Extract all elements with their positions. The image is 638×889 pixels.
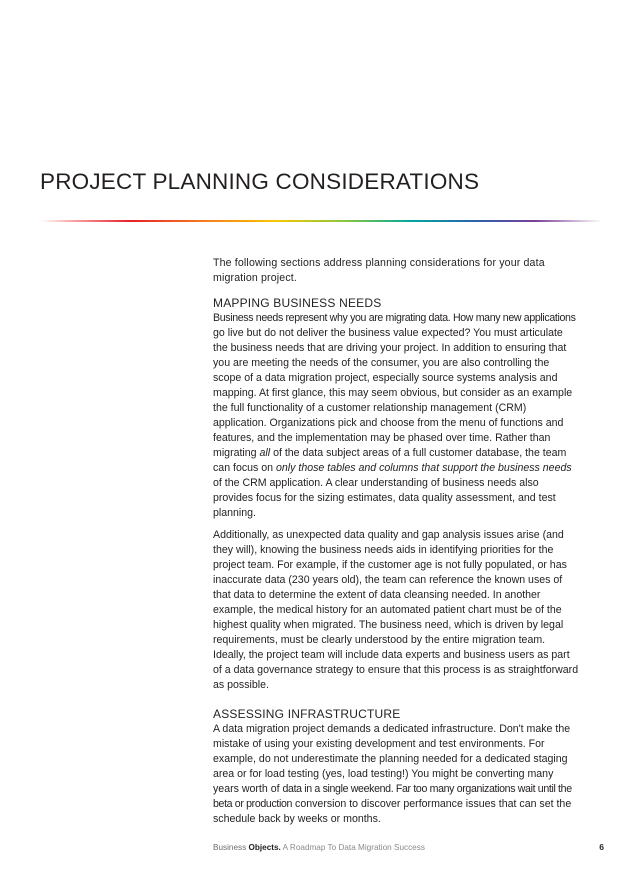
mapping-paragraph-1-part-c: of the CRM application. A clear understanding of business needs also provides focus for the sizing estimates, data quality assessment, and test planning. [213,477,556,519]
mapping-paragraph-1-part-b: of the data subject areas of a full customer database, the team can focus on [213,447,567,474]
emphasis-all: all [259,447,271,459]
rainbow-divider [40,220,602,222]
section-heading-mapping-business-needs: MAPPING BUSINESS NEEDS [213,296,382,310]
mapping-paragraph-1 [213,311,579,521]
footer-tagline: A Roadmap To Data Migration Success [280,843,425,852]
emphasis-tables-columns: only those tables and columns that support the business needs [276,462,572,474]
mapping-paragraph-2: Additionally, as unexpected data quality and gap analysis issues arise (and they will), knowing the business needs aids in identifying priorities for the project team. For example, if the customer age is not fully populated, or has inaccurate data (230 years old), the team can reference the known uses of that data to determine the extent of data cleansing needed. In another example, the medical history for an automated patient chart must be of the highest quality when migrated. The business need, which is driven by legal requirements, must be clearly understood by the entire migration team. Ideally, the project team will include data experts and business users as part of a data governance strategy to ensure that this process is as straightforward as possible. [213,529,579,691]
infrastructure-paragraph-part-b: conversion to discover performance issues that can set the schedule back by weeks or months. [213,798,572,825]
footer-brand-objects: Objects. [248,843,281,852]
mapping-paragraph-1-part-a: go live but do not deliver the business value expected? You must articulate the business needs that are driving your project. In addition to ensuring that you are meeting the needs of the consumer, you are also controlling the scope of a data migration project, especially source systems analysis and mapping. At first glance, this may seem obvious, but consider as an example the full functionality of a customer relationship management (CRM) application. Organizations pick and choose from the menu of functions and features, and the implementation may be phased over time. Rather than migrating [213,327,573,459]
footer [213,843,425,852]
section-heading-assessing-infrastructure: ASSESSING INFRASTRUCTURE [213,707,401,721]
main-content [213,256,579,834]
mapping-paragraph-1-lead: Business needs represent why you are migrating data. How many new applications [213,312,576,324]
page-number: 6 [599,842,604,852]
infrastructure-paragraph [213,722,579,827]
infrastructure-paragraph-tight: data in a single weekend. Far too many organizations wait until the beta or production [213,783,572,810]
page-title: PROJECT PLANNING CONSIDERATIONS [40,169,480,194]
intro-paragraph: The following sections address planning considerations for your data migration project. [213,257,545,284]
infrastructure-paragraph-part-a: A data migration project demands a dedicated infrastructure. Don't make the mistake of using your existing development and test environments. For example, do not underestimate the planning needed for a dedicated staging area or for load testing (yes, load testing!) You might be converting many years worth of [213,723,571,795]
footer-brand-business: Business [213,843,249,852]
